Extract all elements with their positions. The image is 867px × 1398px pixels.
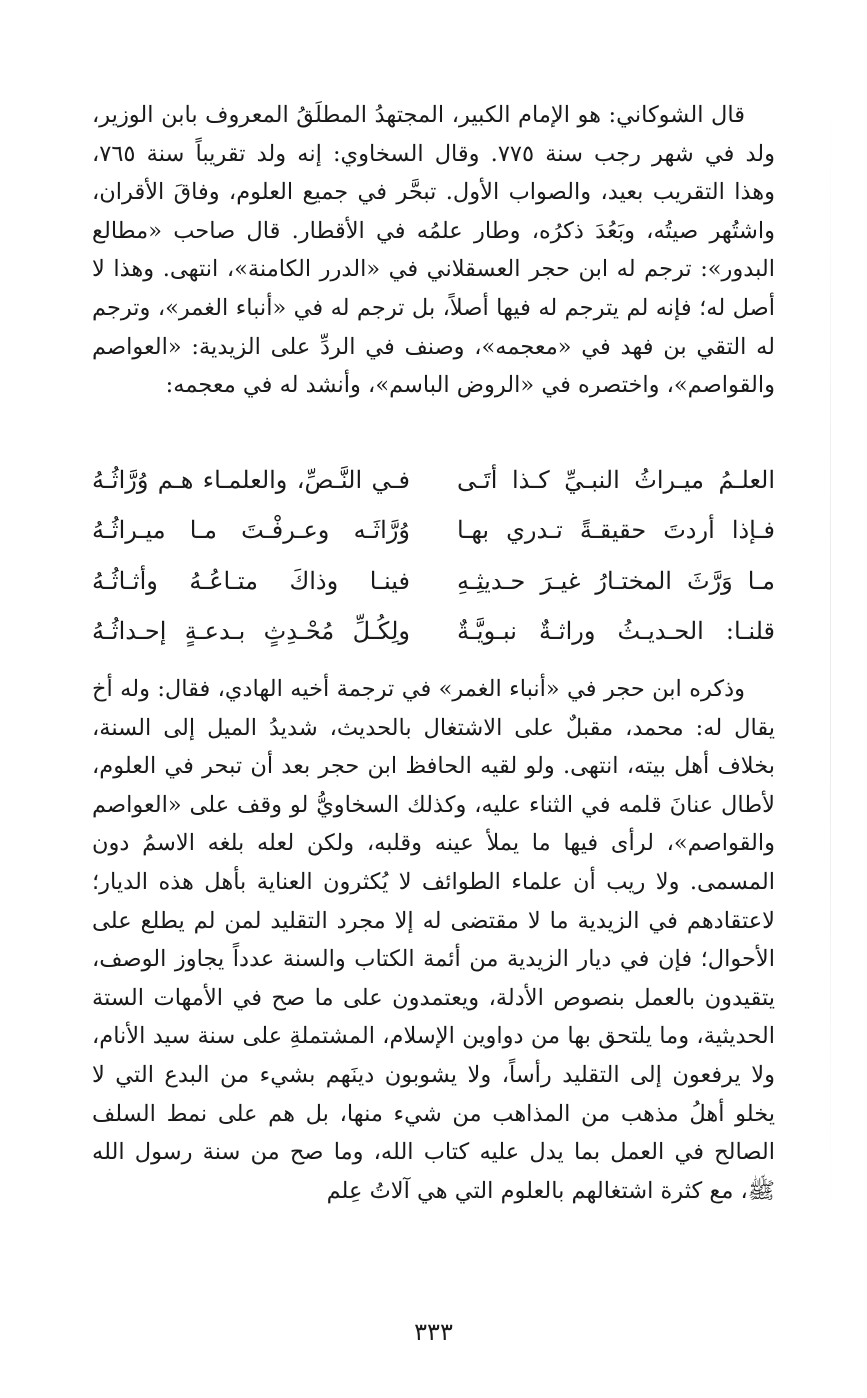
paragraph-text: قال الشوكاني: هو الإمام الكبير، المجتهدُ المطلَقُ المعروف بابن الوزير، ولد في شهر رجب سنة ٧٧٥. وقال السخاوي: إنه ولد تقريباً سنة ٧٦٥، وهذا التقريب بعيد، والصواب الأول. تبحَّر في جميع العلوم، وفاقَ الأقران، واشتُهر صيتُه، وبَعُدَ ذكرُه، وطار علمُه في الأقطار. قال صاحب «مطالع البدور»: ترجم له ابن حجر العسقلاني في «الدرر الكامنة»، انتهى. وهذا لا أصل له؛ فإنه لم يترجم له فيها أصلاً، بل ترجم له في «أنباء الغمر»، وترجم له التقي بن فهد في «معجمه»، وصنف في الردِّ على الزيدية: «العواصم والقواصم»، واختصره في «الروض الباسم»، وأنشد له في معجمه: xyxy=(92,102,776,399)
poem-verse xyxy=(92,606,775,656)
paragraph-text: وذكره ابن حجر في «أنباء الغمر» في ترجمة أخيه الهادي، فقال: وله أخ يقال له: محمد، مقبلٌ على الاشتغال بالحديث، شديدُ الميل إلى السنة، بخلاف أهل بيته، انتهى. ولو لقيه الحافظ ابن حجر بعد أن تبحر في العلوم، لأطال عنانَ قلمه في الثناء عليه، وكذلك السخاويُّ لو وقف على «العواصم والقواصم»، لرأى فيها ما يملأ عينه وقلبه، ولكن لعله بلغه الاسمُ دون المسمى. ولا ريب أن علماء الطوائف لا يُكثرون العناية بأهل هذه الديار؛ لاعتقادهم في الزيدية ما لا مقتضى له إلا مجرد التقليد لمن لم يطلع على الأحوال؛ فإن في ديار الزيدية من أئمة الكتاب والسنة عدداً يجاوز الوصف، يتقيدون بالعمل بنصوص الأدلة، ويعتمدون على ما صح في الأمهات الستة الحديثية، وما يلتحق بها من دواوين الإسلام، المشتملةِ على سنة سيد الأنام، ولا يرفعون إلى التقليد رأساً، ولا يشوبون دينَهم بشيء من البدع التي لا يخلو أهلُ مذهب من المذاهب من شيء منها، بل هم على نمط السلف الصالح في العمل بما يدل عليه كتاب الله، وما صح من سنة رسول الله ﷺ، مع كثرة اشتغالهم بالعلوم التي هي آلاتُ عِلم xyxy=(92,676,775,1204)
poem-verse xyxy=(92,455,775,505)
verse-first-hemistich: فـإذا أردتَ حقيقـةً تـدري بهـا xyxy=(457,516,775,545)
verse-second-hemistich: فينـا وذاكَ متـاعُـهُ وأثـاثُـهُ xyxy=(92,566,410,595)
verse-first-hemistich: العلـمُ ميـراثُ النبـيِّ كـذا أتَـى xyxy=(457,466,775,494)
verse-second-hemistich: وُرَّاثَـه وعـرفْـتَ مـا ميـراثُـهُ xyxy=(92,516,410,545)
verse-second-hemistich: فـي النَّـصِّ، والعلمـاء هـم وُرَّاثُـهُ xyxy=(92,466,410,494)
verse-first-hemistich: قلنـا: الحـديـثُ وراثـةٌ نبـويَّـةٌ xyxy=(457,617,775,646)
poem-verse xyxy=(92,505,775,555)
paragraph-commentary xyxy=(92,670,775,1210)
page-edge-shadow xyxy=(830,110,831,1210)
poem-verse xyxy=(92,556,775,606)
paragraph-biography xyxy=(92,96,775,405)
poem-block xyxy=(92,455,775,657)
page-number: ٣٣٣ xyxy=(414,1318,453,1346)
verse-first-hemistich: مـا وَرَّثَ المختـارُ غيـرَ حـديثِـهِ xyxy=(457,566,775,595)
verse-second-hemistich: ولِكُـلِّ مُحْـدِثٍ بـدعـةٍ إحـداثُـهُ xyxy=(92,617,410,646)
